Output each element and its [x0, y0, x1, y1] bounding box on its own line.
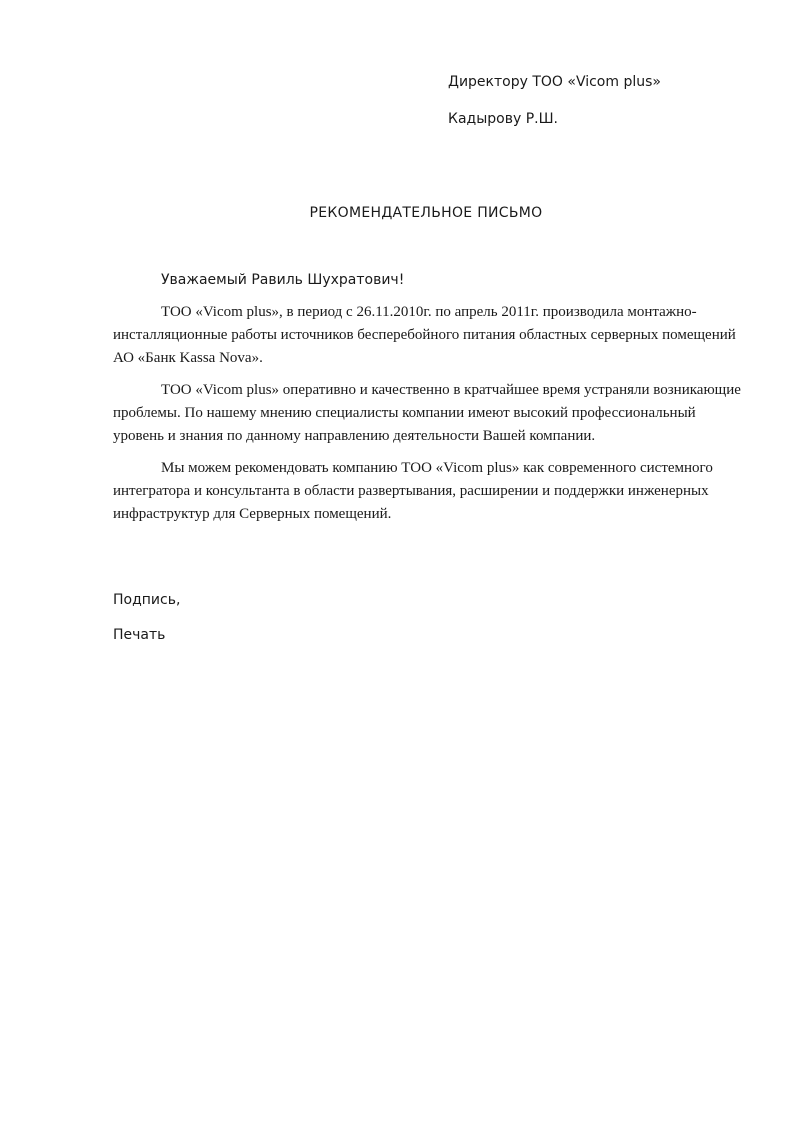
- recipient-line-2: Кадырову Р.Ш.: [448, 111, 559, 127]
- recipient-block: [448, 74, 661, 148]
- salutation: Уважаемый Равиль Шухратович!: [161, 272, 405, 288]
- body-paragraph-3: Мы можем рекомендовать компанию ТОО «Vicom plus» как современного системного интегратора и консультанта в области развертывания, расширении и поддержки инженерных инфраструктур для Серверных помещений.: [113, 460, 713, 522]
- stamp-line: Печать: [113, 627, 166, 643]
- signature-block: [113, 592, 180, 662]
- letter-title: РЕКОМЕНДАТЕЛЬНОЕ ПИСЬМО: [309, 205, 543, 221]
- signature-line: Подпись,: [113, 592, 181, 608]
- body-paragraph-1: ТОО «Vicom plus», в период с 26.11.2010г. по апрель 2011г. производила монтажно-инсталляционные работы источников бесперебойного питания областных серверных помещений АО «Банк Kassa Nova».: [113, 304, 736, 366]
- recipient-line-1: Директору ТОО «Vicom plus»: [448, 74, 661, 90]
- body-paragraph-2: ТОО «Vicom plus» оперативно и качественно в кратчайшее время устраняли возникающие проблемы. По нашему мнению специалисты компании имеют высокий профессиональный уровень и знания по данному направлению деятельности Вашей компании.: [113, 382, 741, 444]
- letter-body: [113, 301, 741, 535]
